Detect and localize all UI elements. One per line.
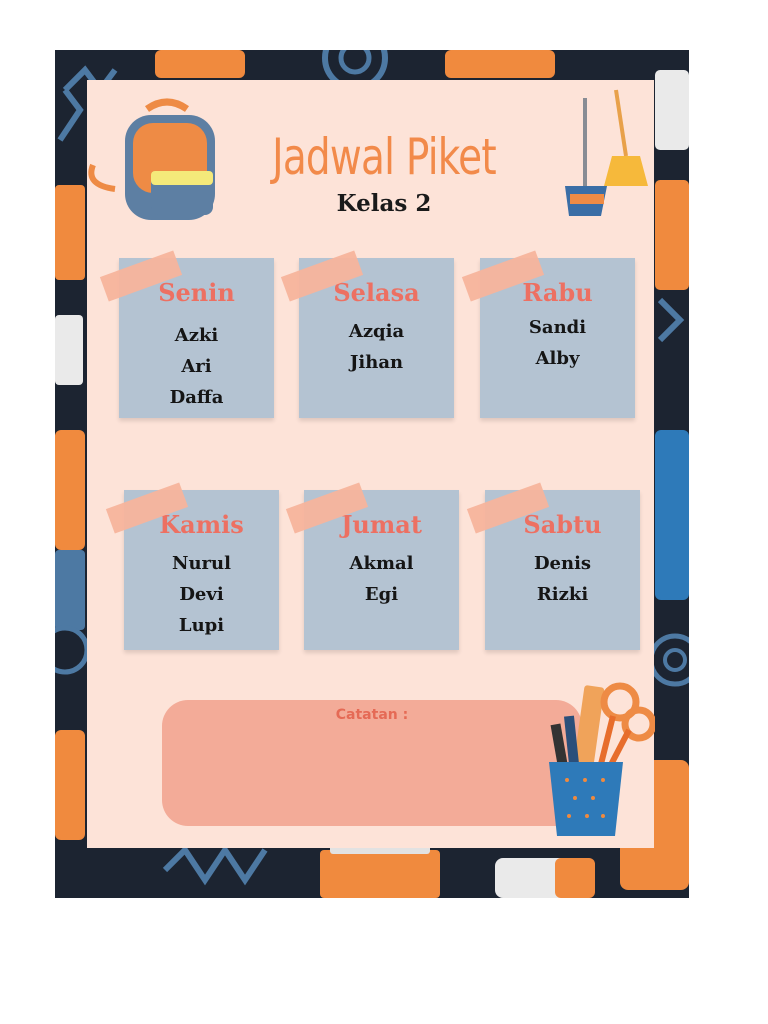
pencil-cup-scissors-icon [545, 680, 655, 840]
student-name: Akmal [349, 553, 414, 574]
day-label: Jumat [341, 510, 422, 539]
student-name: Egi [364, 584, 399, 605]
student-name: Azqia [348, 321, 405, 342]
student-name: Alby [535, 348, 580, 369]
page-title: Jadwal Piket [272, 128, 496, 186]
day-label: Selasa [333, 278, 420, 307]
student-name: Lupi [178, 615, 225, 636]
day-label: Sabtu [523, 510, 602, 539]
day-label: Kamis [159, 510, 244, 539]
notes-box [162, 700, 582, 826]
student-name: Jihan [349, 352, 404, 373]
student-name: Nurul [172, 553, 231, 574]
student-name: Daffa [169, 387, 224, 408]
day-label: Senin [158, 278, 235, 307]
student-name: Ari [181, 356, 212, 377]
student-name: Sandi [528, 317, 587, 338]
student-name: Devi [179, 584, 224, 605]
class-subtitle: Kelas 2 [336, 190, 432, 217]
notes-label: Catatan : [335, 707, 409, 723]
student-name: Rizki [536, 584, 589, 605]
day-label: Rabu [522, 278, 593, 307]
student-name: Azki [174, 325, 219, 346]
student-name: Denis [533, 553, 592, 574]
